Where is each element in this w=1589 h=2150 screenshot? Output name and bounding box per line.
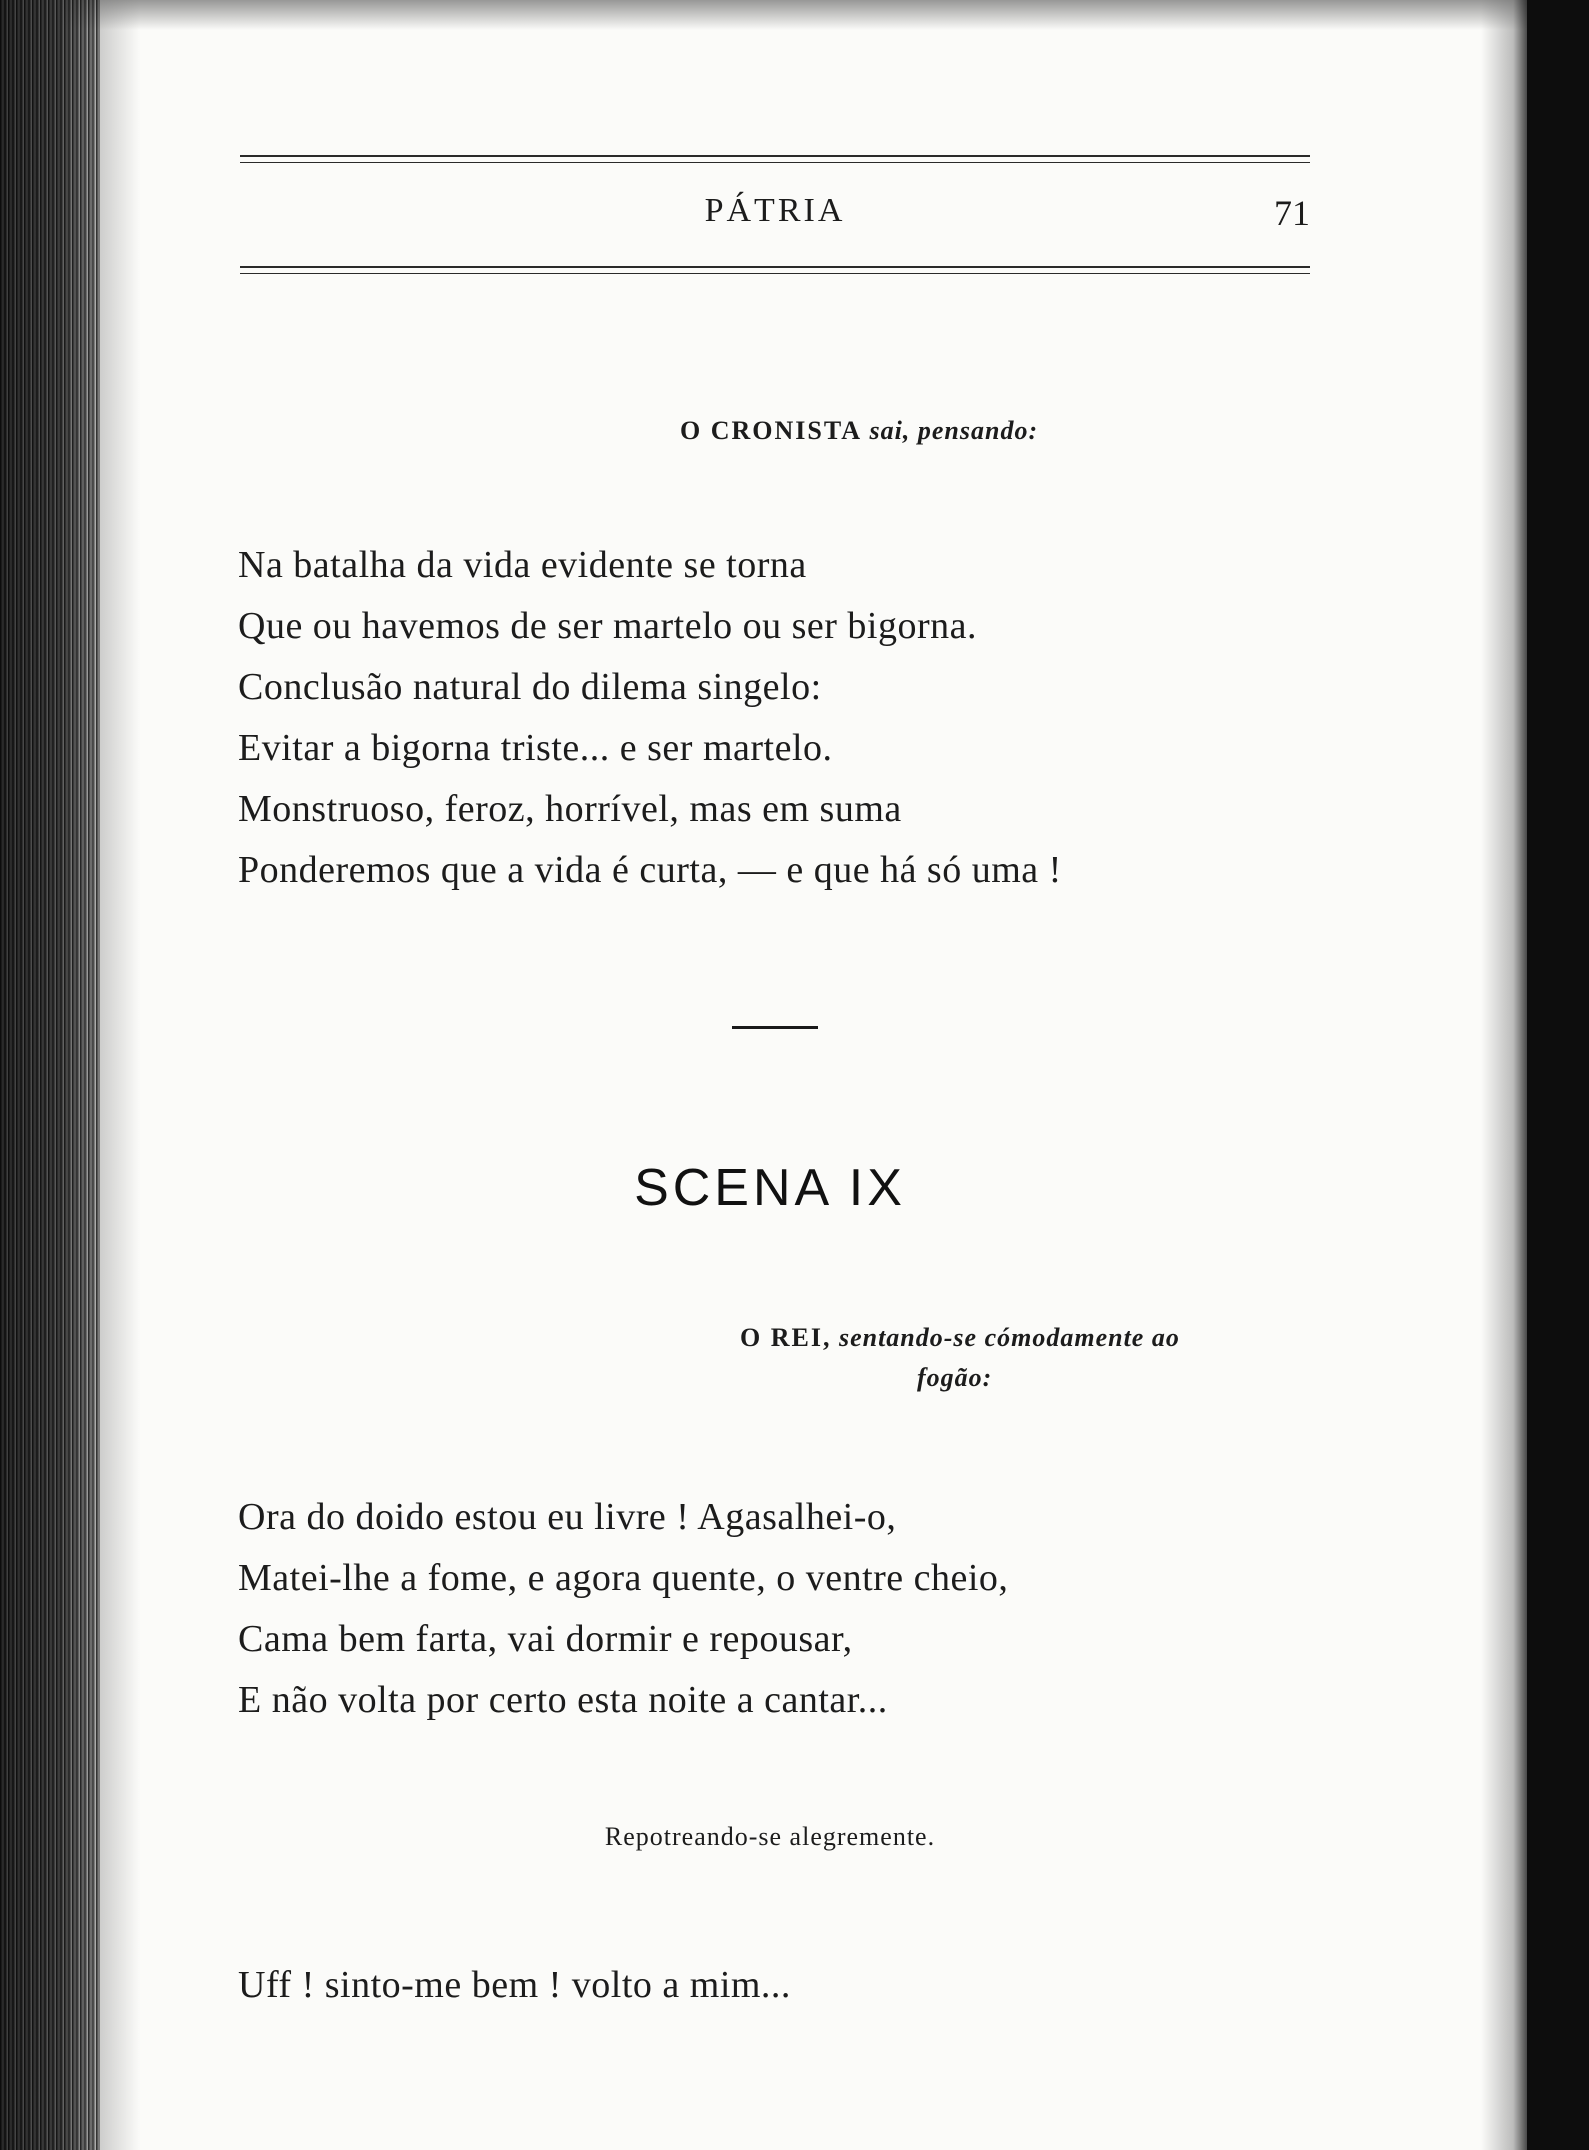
verse-line: Monstruoso, feroz, horrível, mas em suma (238, 788, 902, 830)
verse-block-final (238, 1955, 791, 2016)
stage-direction-rei (740, 1318, 1340, 1398)
header-rule-top-thin (240, 162, 1310, 163)
verse-line: Ponderemos que a vida é curta, — e que há só uma ! (238, 849, 1062, 891)
section-divider (732, 1026, 818, 1029)
verse-line: Ora do doido estou eu livre ! Agasalhei-o, (238, 1496, 897, 1538)
stage-action: sentando-se cómodamente ao (838, 1323, 1180, 1352)
stage-direction-cronista (680, 416, 1038, 446)
header-rule-bottom-thin (240, 273, 1310, 274)
header-rule-top (240, 155, 1310, 157)
verse-line: Matei-lhe a fome, e agora quente, o ventre cheio, (238, 1557, 1009, 1599)
verse-line: E não volta por certo esta noite a cantar... (238, 1679, 888, 1721)
verse-block-rei (238, 1487, 1008, 1731)
verse-line: Uff ! sinto-me bem ! volto a mim... (238, 1964, 791, 2006)
header-rule-bottom (240, 266, 1310, 268)
verse-line: Na batalha da vida evidente se torna (238, 544, 807, 586)
stage-action-continued: fogão: (917, 1363, 993, 1392)
page-number: 71 (1274, 193, 1310, 233)
verse-line: Cama bem farta, vai dormir e repousar, (238, 1618, 853, 1660)
running-head-title: PÁTRIA (704, 192, 846, 229)
running-head (240, 192, 1310, 242)
verse-line: Que ou havemos de ser martelo ou ser bigorna. (238, 605, 978, 647)
stage-aside: Repotreando-se alegremente. (604, 1822, 936, 1851)
verse-line: Evitar a bigorna triste... e ser martelo. (238, 727, 833, 769)
scan-top-shadow (0, 0, 1589, 30)
verse-block-cronista (238, 535, 1062, 901)
speaker-name: O REI, (740, 1323, 832, 1352)
verse-line: Conclusão natural do dilema singelo: (238, 666, 822, 708)
scene-title: SCENA IX (634, 1159, 906, 1217)
stage-action: sai, pensando: (869, 416, 1039, 445)
speaker-name: O CRONISTA (680, 416, 863, 445)
